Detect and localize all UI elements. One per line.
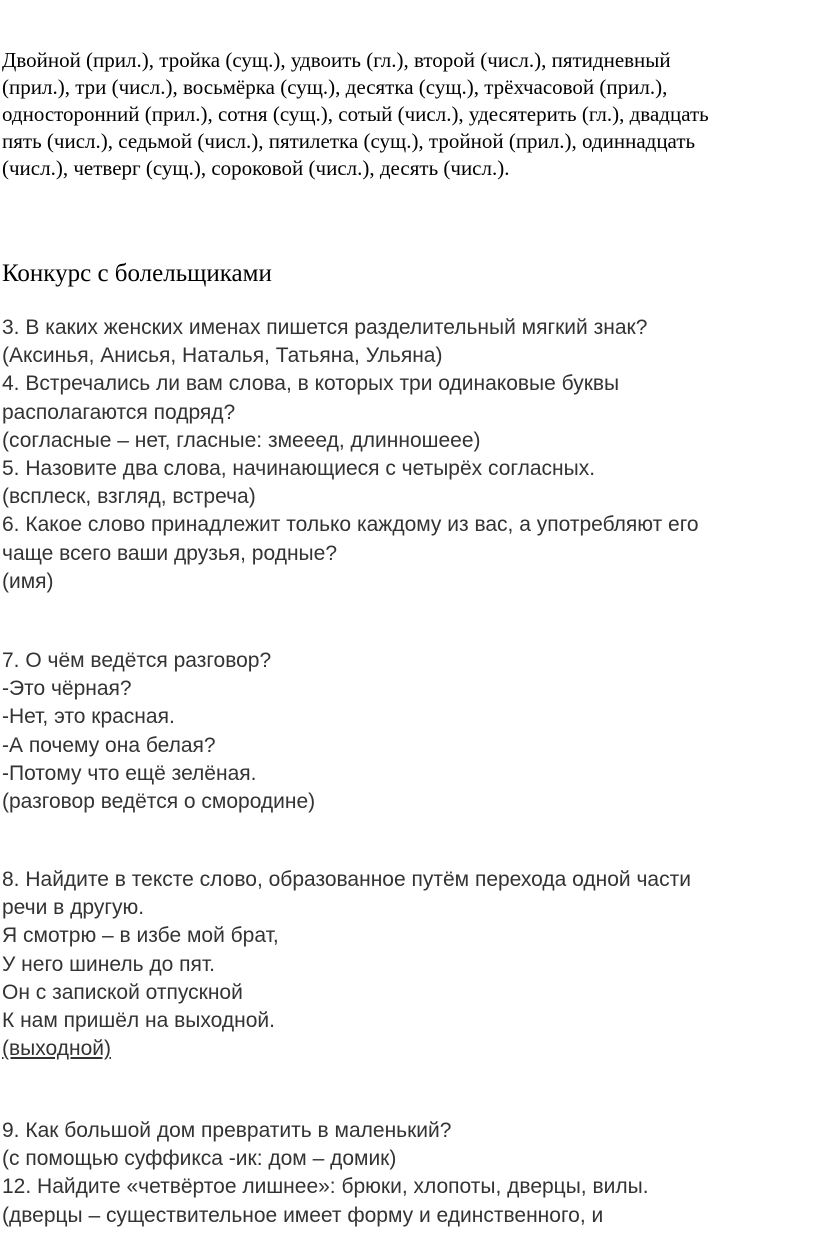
questions-3-6 [2,314,814,596]
question-7 [2,647,814,816]
poem-line: Я смотрю – в избе мой брат, [2,924,279,948]
question-line: чаще всего ваши друзья, родные? [2,541,338,565]
question-line: 8. Найдите в тексте слово, образованное путём перехода одной части [2,868,691,891]
answer-line: (Аксинья, Анисья, Наталья, Татьяна, Ульяна) [2,344,443,368]
dialogue-line: -Это чёрная? [2,677,132,701]
dialogue-line: -Потому что ещё зелёная. [2,761,257,785]
question-line: 4. Встречались ли вам слова, в которых три одинаковые буквы [2,372,620,396]
answer-line: (согласные – нет, гласные: змееед, длинношеее) [2,428,481,452]
dialogue-line: -Нет, это красная. [2,705,175,729]
question-line: 6. Какое слово принадлежит только каждому из вас, а употребляют его [2,513,699,537]
question-line: располагаются подряд? [2,400,236,424]
poem-line: Он с запиской отпускной [2,980,243,1004]
word-list-line: (числ.), четверг (сущ.), сороковой (числ.), десять (числ.). [2,156,510,180]
answer-line: (разговор ведётся о смородине) [2,790,316,814]
questions-9-12 [2,1117,814,1230]
word-list-line: пять (числ.), седьмой (числ.), пятилетка (сущ.), тройной (прил.), одиннадцать [2,129,696,153]
question-line: 12. Найдите «четвёртое лишнее»: брюки, хлопоты, дверцы, вилы. [2,1175,649,1199]
section-title: Конкурс с болельщиками [2,260,272,287]
answer-line: (имя) [2,569,54,593]
question-line: 7. О чём ведётся разговор? [2,649,272,672]
word-list-paragraph [2,47,814,182]
answer-line: (дверцы – существительное имеет форму и единственного, и [2,1203,604,1227]
answer-line: (выходной) [2,1037,111,1061]
answer-line: (с помощью суффикса -ик: дом – домик) [2,1147,397,1171]
word-list-line: односторонний (прил.), сотня (сущ.), сотый (числ.), удесятерить (гл.), двадцать [2,102,709,126]
question-line: 9. Как большой дом превратить в маленький? [2,1119,452,1142]
word-list-line: (прил.), три (числ.), восьмёрка (сущ.), десятка (сущ.), трёхчасовой (прил.), [2,75,668,99]
dialogue-line: -А почему она белая? [2,733,216,757]
word-list-line: Двойной (прил.), тройка (сущ.), удвоить (гл.), второй (числ.), пятидневный [2,48,671,72]
poem-line: У него шинель до пят. [2,952,215,976]
question-line: 3. В каких женских именах пишется разделительный мягкий знак? [2,316,648,339]
answer-line: (всплеск, взгляд, встреча) [2,485,256,509]
question-8 [2,866,814,1063]
poem-line: К нам пришёл на выходной. [2,1009,275,1033]
question-line: 5. Назовите два слова, начинающиеся с четырёх согласных. [2,457,596,481]
question-line: речи в другую. [2,896,145,920]
